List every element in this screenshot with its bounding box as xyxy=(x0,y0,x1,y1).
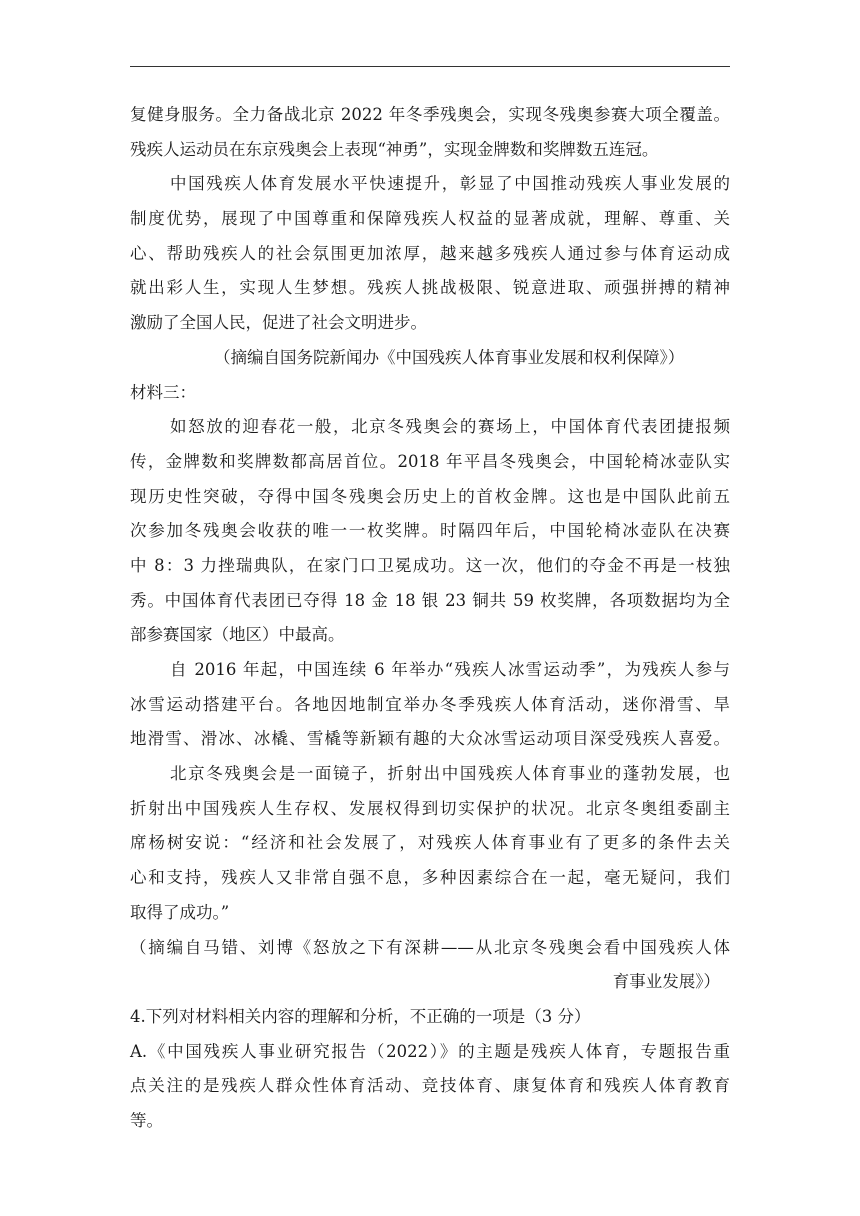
source-citation: （摘编自国务院新闻办《中国残疾人体育事业发展和权利保障》） xyxy=(214,347,685,367)
paragraph-line: 如怒放的迎春花一般，北京冬残奥会的赛场上，中国体育代表团捷报频 xyxy=(170,417,730,437)
header-rule xyxy=(130,66,730,67)
paragraph-line: 制度优势，展现了中国尊重和保障残疾人权益的显著成就，理解、尊重、关 xyxy=(130,209,730,229)
paragraph-line: 心和支持，残疾人又非常自强不息，多种因素综合在一起，毫无疑问，我们 xyxy=(130,868,730,888)
paragraph-line: 心、帮助残疾人的社会氛围更加浓厚，越来越多残疾人通过参与体育运动成 xyxy=(130,243,730,263)
paragraph-line: 地滑雪、滑冰、冰橇、雪橇等新颖有趣的大众冰雪运动项目深受残疾人喜爱。 xyxy=(130,729,730,749)
section-heading: 材料三： xyxy=(130,382,196,402)
paragraph-line: 冰雪运动搭建平台。各地因地制宜举办冬季残疾人体育活动，迷你滑雪、旱 xyxy=(130,694,730,714)
paragraph-line: 自 2016 年起，中国连续 6 年举办“残疾人冰雪运动季”，为残疾人参与 xyxy=(170,660,730,679)
option-a: A.《中国残疾人事业研究报告（2022）》的主题是残疾人体育，专题报告重 xyxy=(130,1041,730,1061)
paragraph-line: 秀。中国体育代表团已夺得 18 金 18 银 23 铜共 59 枚奖牌，各项数据均为全 xyxy=(130,590,730,610)
paragraph-line: 部参赛国家（地区）中最高。 xyxy=(130,625,345,645)
document-body xyxy=(130,98,730,1139)
paragraph-line: 复健身服务。全力备战北京 2022 年冬季残奥会，实现冬残奥参赛大项全覆盖。 xyxy=(130,105,730,124)
question-stem: 4.下列对材料相关内容的理解和分析，不正确的一项是（3 分） xyxy=(130,1006,591,1026)
source-citation: （摘编自马错、刘博《怒放之下有深耕——从北京冬残奥会看中国残疾人体 xyxy=(130,937,730,957)
paragraph-line: 次参加冬残奥会收获的唯一一枚奖牌。时隔四年后，中国轮椅冰壶队在决赛 xyxy=(130,521,730,541)
option-a: 点关注的是残疾人群众性体育活动、竞技体育、康复体育和残疾人体育教育 xyxy=(130,1076,730,1096)
paragraph-line: 席杨树安说：“经济和社会发展了，对残疾人体育事业有了更多的条件去关 xyxy=(130,833,730,853)
paragraph-line: 取得了成功。” xyxy=(130,902,230,922)
paragraph-line: 传，金牌数和奖牌数都高居首位。2018 年平昌冬残奥会，中国轮椅冰壶队实 xyxy=(130,451,730,471)
option-a: 等。 xyxy=(130,1110,163,1130)
paragraph-line: 就出彩人生，实现人生梦想。残疾人挑战极限、锐意进取、顽强拼搏的精神 xyxy=(130,278,730,298)
paragraph-line: 残疾人运动员在东京残奥会上表现“神勇”，实现金牌数和奖牌数五连冠。 xyxy=(130,139,659,159)
paragraph-line: 现历史性突破，夺得中国冬残奥会历史上的首枚金牌。这也是中国队此前五 xyxy=(130,486,730,506)
paragraph-line: 北京冬残奥会是一面镜子，折射出中国残疾人体育事业的蓬勃发展，也 xyxy=(170,764,730,784)
source-citation-end: 育事业发展》） xyxy=(612,972,720,992)
paragraph-line: 激励了全国人民，促进了社会文明进步。 xyxy=(130,313,427,333)
paragraph-line: 中国残疾人体育发展水平快速提升，彰显了中国推动残疾人事业发展的 xyxy=(170,174,730,194)
paragraph-line: 折射出中国残疾人生存权、发展权得到切实保护的状况。北京冬奥组委副主 xyxy=(130,798,730,818)
paragraph-line: 中 8：3 力挫瑞典队，在家门口卫冕成功。这一次，他们的夺金不再是一枝独 xyxy=(130,555,730,575)
